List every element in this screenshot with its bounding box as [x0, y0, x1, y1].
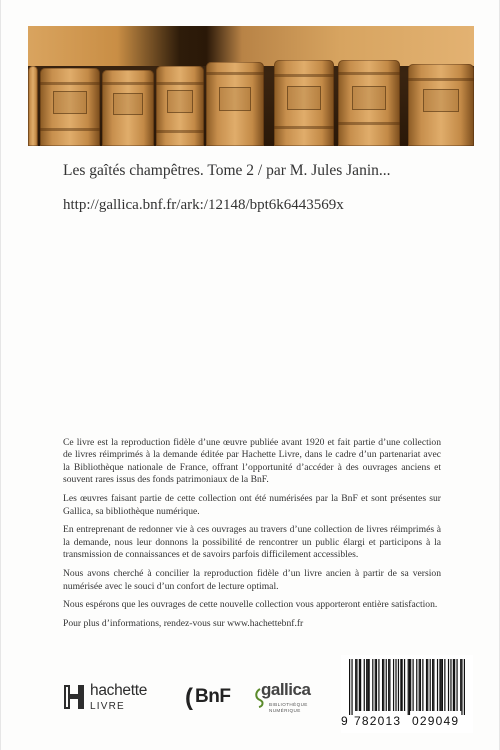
book-spine: [40, 68, 100, 146]
barcode-bar: [360, 659, 361, 711]
barcode-bar: [366, 659, 367, 711]
statement-info-link: Pour plus d’informations, rendez-vous sur www.hachettebnf.fr: [63, 618, 304, 630]
statement-paragraph: En entreprenant de redonner vie à ces ouvrages au travers d’une collection de livres réimprimés à la demande, nous leur donnons la possibilité de rencontrer un public élargi et participons à la transmission de connaissances et de savoirs parfois difficilement accessibles.: [63, 524, 441, 561]
barcode-bar: [442, 659, 443, 711]
barcode-bar: [386, 659, 387, 711]
publisher-statement: [63, 437, 441, 637]
barcode-bar: [383, 659, 384, 711]
barcode-bar: [393, 659, 394, 711]
barcode-bar: [433, 659, 434, 711]
barcode-bar: [367, 659, 368, 711]
isbn-first-digit: 9: [341, 714, 348, 728]
statement-paragraph: Nous avons cherché à concilier la reproduction fidèle d’un livre ancien à partir de sa version numérisée avec le souci d’un confort de lecture optimal.: [63, 568, 441, 592]
barcode-bar: [388, 659, 389, 711]
barcode-bar: [460, 659, 461, 711]
gallica-logo: [253, 680, 333, 720]
book-spine: [206, 62, 264, 146]
barcode-bar: [416, 659, 417, 711]
barcode-bar: [375, 659, 376, 711]
barcode-bar: [427, 659, 428, 711]
bnf-brace-icon: (: [185, 684, 193, 711]
book-spine: [102, 70, 154, 146]
hachette-livre-logo: [63, 682, 173, 716]
barcode-bar: [372, 659, 373, 711]
barcode-bar: [364, 659, 365, 711]
barcode-bar: [430, 659, 431, 711]
barcode-bar: [356, 659, 357, 711]
books-banner-image: [28, 26, 474, 146]
barcode-bar: [456, 659, 457, 711]
statement-paragraph: Les œuvres faisant partie de cette collection ont été numérisées par la BnF et sont présentes sur Gallica, sa bibliothèque numérique.: [63, 493, 441, 517]
isbn-right-group: 029049: [412, 714, 460, 728]
barcode-bar: [395, 659, 396, 711]
hachette-livre-label: LIVRE: [90, 701, 125, 712]
barcode-bar: [422, 659, 423, 711]
barcode-bar: [355, 659, 356, 711]
statement-paragraph: Nous espérons que les ouvrages de cette nouvelle collection vous apporteront entière satisfaction.: [63, 599, 438, 611]
barcode-bar: [464, 659, 465, 715]
barcode-bar: [359, 659, 360, 711]
barcode-bar: [351, 659, 352, 715]
barcode-bar: [444, 659, 445, 711]
hachette-wordmark: hachette: [90, 682, 148, 699]
barcode-bar: [454, 659, 455, 711]
hachette-h-icon: [63, 684, 85, 710]
statement-paragraph: Ce livre est la reproduction fidèle d’une œuvre publiée avant 1920 et fait partie d’une collection de livres réimprimés à la demande éditée par Hachette Livre, dans le cadre d’un partenariat avec la Bibliothèque nationale de France, offrant l’opportunité d’accéder à des ouvrages anciens et souvent rares issus des fonds patrimoniaux de la BnF.: [63, 437, 441, 486]
barcode-bar: [349, 659, 350, 715]
barcode-bar: [461, 659, 462, 715]
book-spine: [28, 66, 38, 146]
barcode-bar: [426, 659, 427, 711]
barcode-bar: [398, 659, 399, 711]
barcode-bar: [432, 659, 433, 711]
gallica-subtitle-line2: NUMÉRIQUE: [269, 708, 301, 713]
barcode-bar: [376, 659, 377, 711]
barcode-bar: [378, 659, 379, 711]
barcode-bar: [453, 659, 454, 711]
book-spine: [408, 64, 474, 146]
isbn-left-group: 782013: [354, 714, 402, 728]
barcode-bar: [389, 659, 390, 711]
barcode-bar: [437, 659, 438, 711]
barcode-bar: [410, 659, 411, 711]
barcode-bar: [369, 659, 370, 711]
barcode-bar: [409, 659, 410, 715]
gallica-subtitle-line1: BIBLIOTHÈQUE: [269, 702, 308, 707]
barcode-bar: [450, 659, 451, 711]
barcode-bar: [402, 659, 403, 711]
barcode-bar: [382, 659, 383, 711]
barcode-bar: [439, 659, 440, 711]
barcode-bar: [420, 659, 421, 711]
book-title: Les gaîtés champêtres. Tome 2 / par M. Jules Janin...: [63, 162, 391, 179]
gallica-wordmark: gallica: [261, 680, 311, 699]
barcode-bar: [408, 659, 409, 715]
book-spine: [338, 60, 400, 146]
shelf-top-row: [28, 26, 474, 66]
barcode-bar: [412, 659, 413, 711]
barcode-bar: [448, 659, 449, 711]
barcode-bar: [404, 659, 405, 711]
barcode-bar: [419, 659, 420, 711]
book-spine: [274, 60, 334, 146]
barcode-bars: [349, 659, 465, 715]
bnf-wordmark: BnF: [195, 686, 231, 707]
barcode-bar: [400, 659, 401, 711]
barcode-bar: [441, 659, 442, 711]
gallica-url: http://gallica.bnf.fr/ark:/12148/bpt6k6443569x: [63, 197, 344, 213]
book-spine: [156, 66, 204, 146]
isbn-barcode: [341, 655, 473, 733]
